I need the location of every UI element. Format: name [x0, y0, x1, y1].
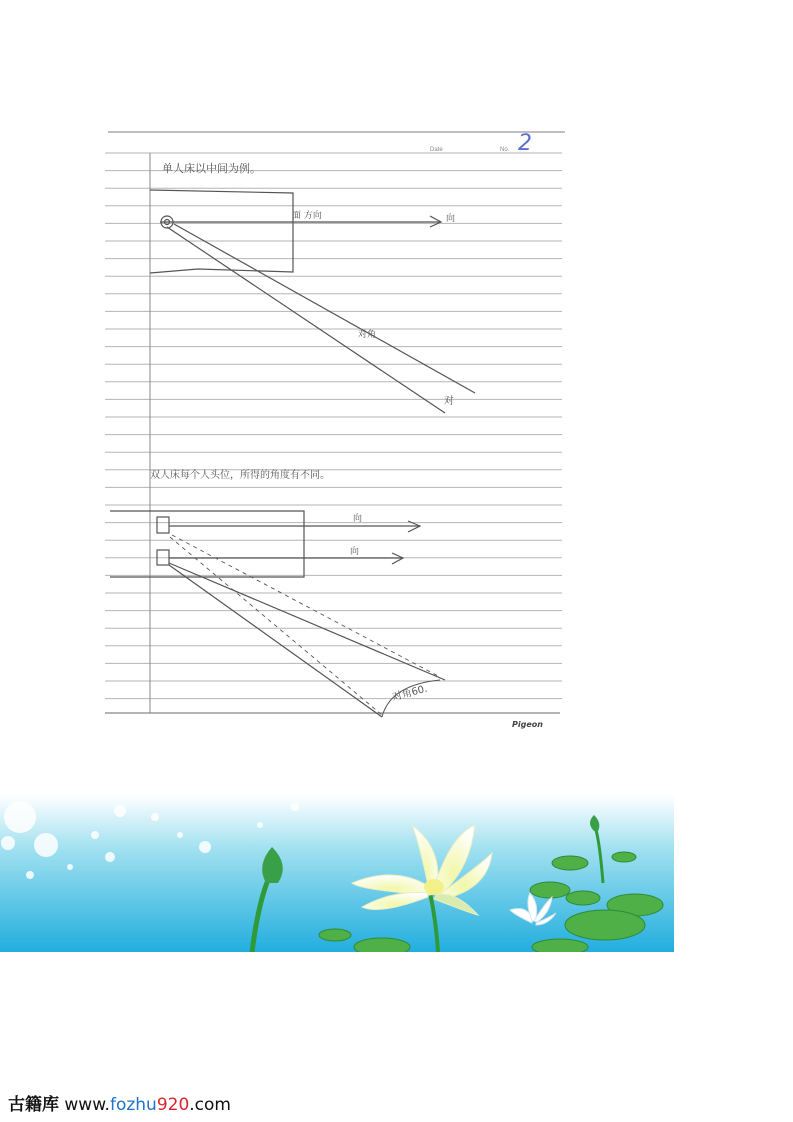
section1-label-end: 对: [444, 396, 454, 407]
site-name: 古籍库: [8, 1095, 59, 1115]
footer-watermark: [8, 1090, 231, 1115]
date-label: Date: [430, 147, 443, 153]
section1-label-arrow: 向: [446, 214, 456, 224]
ruled-lines: [105, 153, 562, 699]
diagram-double-bed: [110, 511, 445, 717]
section1-heading: 单人床以中间为例。: [162, 162, 261, 175]
section1-label-diag: 对角: [358, 330, 377, 340]
lotus-banner: [0, 795, 674, 952]
section2-label-arrow2: 向: [350, 547, 360, 557]
lotus-illustration: [0, 795, 674, 952]
site-url-suffix: .com: [189, 1095, 231, 1115]
page-number: 2: [518, 131, 532, 156]
site-url-red: 920: [156, 1095, 190, 1115]
site-url-blue: fozhu: [109, 1095, 157, 1115]
section2-label-end: 对角60.: [391, 683, 429, 704]
section2-heading: 双人床每个人头位，所得的角度有不同。: [150, 470, 330, 481]
section1-label-line: 面 方向: [292, 211, 322, 221]
section2-label-arrow1: 向: [353, 514, 363, 524]
notebook-page: [100, 125, 570, 745]
notebook-drawing: [100, 125, 570, 745]
no-label: No.: [500, 147, 510, 153]
notebook-brand: Pigeon: [512, 720, 543, 729]
site-url-prefix: www.: [64, 1095, 110, 1115]
